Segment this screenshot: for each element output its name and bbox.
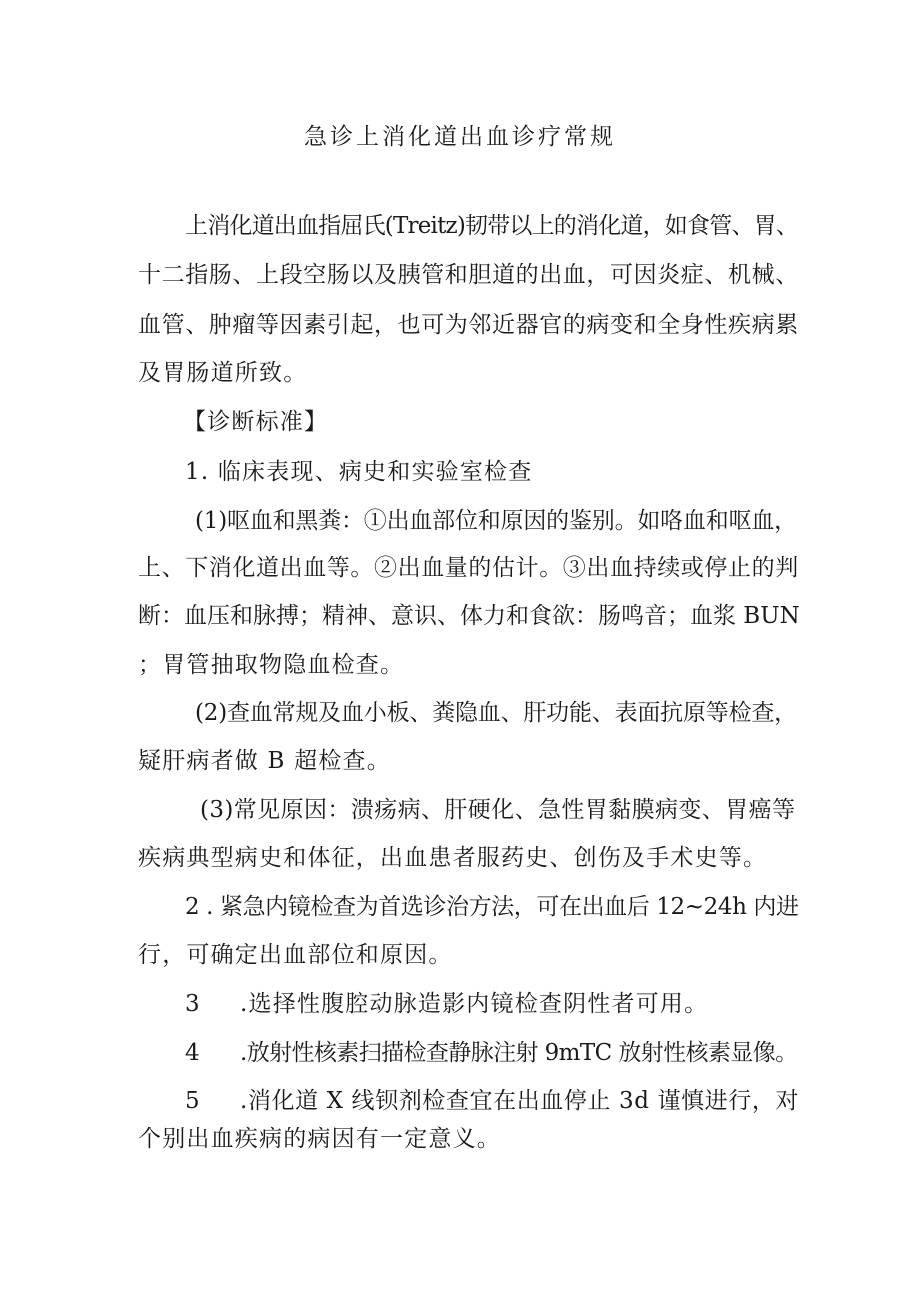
intro-line-4: 及胃肠道所致。 xyxy=(138,360,308,386)
item1-sub1-line-3: 断：血压和脉搏；精神、意识、体力和食欲：肠鸣音；血浆 BUN xyxy=(138,603,800,629)
item3-number: 3 xyxy=(185,991,201,1017)
item1-sub2-line-2: 疑肝病者做 B 超检查。 xyxy=(138,748,391,774)
item1-sub2-line-1: (2)查血常规及血小板、粪隐血、肝功能、表面抗原等检查， xyxy=(195,700,797,726)
section-heading: 【诊断标准】 xyxy=(183,409,329,435)
item4-text: .放射性核素扫描检查静脉注射 9mTC 放射性核素显像。 xyxy=(240,1040,798,1066)
page-title: 急诊上消化道出血诊疗常规 xyxy=(304,124,616,150)
intro-line-2: 十二指肠、上段空肠以及胰管和胆道的出血，可因炎症、机械、 xyxy=(138,262,799,288)
item2-line-1: 2 . 紧急内镜检查为首选诊治方法，可在出血后 12~24h 内进 xyxy=(185,894,799,920)
intro-line-3: 血管、肿瘤等因素引起，也可为邻近器官的病变和全身性疾病累 xyxy=(138,312,799,338)
item3 xyxy=(185,989,708,1019)
item5-text: .消化道 X 线钡剂检查宜在出血停止 3d 谨慎进行，对 xyxy=(240,1088,800,1114)
item1-sub3-line-2: 疾病典型病史和体征，出血患者服药史、创伤及手术史等。 xyxy=(138,845,768,871)
item3-text: .选择性腹腔动脉造影内镜检查阴性者可用。 xyxy=(240,991,709,1017)
item1-sub1-line-2: 上、下消化道出血等。②出血量的估计。③出血持续或停止的判 xyxy=(138,555,799,581)
item5-number: 5 xyxy=(185,1088,201,1114)
intro-line-1: 上消化道出血指屈氏(Treitz)韧带以上的消化道，如食管、胃、 xyxy=(185,213,799,239)
item1-sub1-line-1: (1)呕血和黑粪：①出血部位和原因的鉴别。如咯血和呕血， xyxy=(195,508,797,534)
item5 xyxy=(185,1086,799,1116)
item2-line-2: 行，可确定出血部位和原因。 xyxy=(138,942,453,968)
item4 xyxy=(185,1038,798,1068)
item1-sub3-line-1: (3)常见原因：溃疡病、肝硬化、急性胃黏膜病变、胃癌等 xyxy=(200,797,796,823)
item1-sub1-line-4: ；胃管抽取物隐血检查。 xyxy=(138,652,405,678)
item5-continuation: 个别出血疾病的病因有一定意义。 xyxy=(138,1126,501,1152)
item1-heading: 1. 临床表现、病史和实验室检查 xyxy=(185,459,533,485)
item4-number: 4 xyxy=(185,1040,200,1066)
